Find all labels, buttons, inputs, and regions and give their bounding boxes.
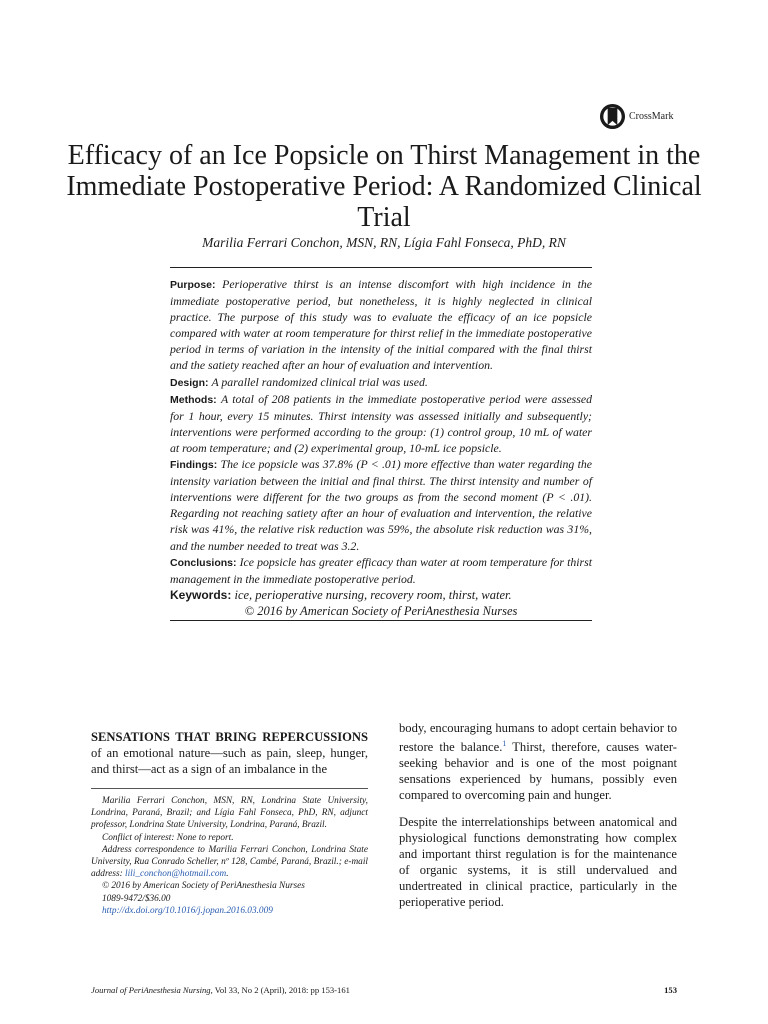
methods-text: A total of 208 patients in the immediate postoperative period were assessed for 1 hour, every 15 minutes. Thirst intensity was assessed initially and subsequently; interventions were performed according to the group: (1) control group, 10 mL of water at room temperature; and (2) experimental group, 10-mL ice popsicle. — [170, 391, 592, 455]
crossmark-icon — [599, 103, 626, 130]
author-footnotes — [91, 795, 368, 917]
design-label: Design: — [170, 376, 209, 389]
journal-citation: , Vol 33, No 2 (April), 2018: pp 153-161 — [210, 985, 350, 995]
keywords-text: ice, perioperative nursing, recovery room, thirst, water. — [234, 587, 512, 602]
paragraph-1-end: Thirst, therefore, causes water-seeking behavior and is one of the most poignant sensations experienced by humans, possibly even compared to overcoming pain and hunger. — [399, 740, 677, 803]
article-authors: Marilia Ferrari Conchon, MSN, RN, Lígia Fahl Fonseca, PhD, RN — [202, 235, 566, 250]
address-end: . — [226, 869, 229, 880]
footnote-address — [91, 844, 368, 881]
article-title: Efficacy of an Ice Popsicle on Thirst Management in the Immediate Postoperative Period: A Randomized Clinical Trial — [66, 140, 702, 233]
purpose-text: Perioperative thirst is an intense discomfort with high incidence in the immediate postoperative period, but nonetheless, it is highly neglected in clinical practice. The purpose of this study was to evaluate the efficacy of an ice popsicle compared with water at room temperature for thirst relief in the immediate postoperative period in terms of variation in the intensity of the initial compared with the final thirst and the satiety reached after an hour of evaluation and intervention. — [170, 277, 593, 373]
journal-name: Journal of PeriAnesthesia Nursing — [91, 985, 211, 995]
findings-text: The ice popsicle was 37.8% (P < .01) more effective than water regarding the intensity variation between the initial and final thirst. The thirst intensity and number of interventions were different for the two groups as from the second moment (P < .01). Regarding not reaching satiety after an hour of evaluation and intervention, the relative risk was 41%, the relative risk reduction was 59%, the absolute risk reduction was 31%, and the number needed to treat was 3.2. — [170, 457, 592, 553]
abstract-methods — [170, 391, 592, 456]
abstract-bottom-rule — [170, 620, 592, 621]
footnote-affiliation: Marilia Ferrari Conchon, MSN, RN, Londrina State University, Londrina, Paraná, Brazil; and Lígia Fahl Fonseca, PhD, RN, adjunct professor, Londrina State University, Londrina, Paraná, Brazil. — [91, 796, 368, 831]
findings-label: Findings: — [170, 459, 218, 472]
footnote-conflict: Conflict of interest: None to report. — [102, 832, 234, 843]
abstract-body — [170, 268, 592, 620]
body-column-left — [91, 729, 368, 917]
conclusions-label: Conclusions: — [170, 556, 237, 569]
abstract-conclusions — [170, 554, 592, 587]
abstract-findings — [170, 456, 592, 554]
lead-in-caps: SENSATIONS THAT BRING REPERCUSSIONS — [91, 730, 368, 744]
email-link[interactable]: lili_conchon@hotmail.com — [125, 869, 227, 880]
abstract-design — [170, 374, 592, 391]
opening-text: of an emotional nature—such as pain, sleep, hunger, and thirst—act as a sign of an imbalance in the — [91, 746, 368, 776]
doi-link[interactable]: http://dx.doi.org/10.1016/j.jopan.2016.03.009 — [102, 905, 273, 916]
footnote-issn: 1089-9472/$36.00 — [102, 893, 171, 904]
running-footer — [91, 985, 350, 995]
reference-1-link[interactable]: 1 — [502, 739, 507, 748]
crossmark-label: CrossMark — [629, 111, 674, 122]
body-paragraph-1 — [399, 720, 677, 803]
footnote-divider — [91, 788, 368, 789]
footnote-doi — [91, 905, 368, 917]
body-column-right — [399, 720, 677, 910]
methods-label: Methods: — [170, 393, 217, 406]
address-text: Address correspondence to Marilia Ferrari Conchon, Londrina State University, Rua Conrado Scheller, nº 128, Cambé, Paraná, Brazil.; e-mail address: — [91, 844, 368, 880]
crossmark-badge[interactable] — [599, 103, 673, 130]
body-paragraph-opening — [91, 729, 368, 777]
abstract-copyright: © 2016 by American Society of PeriAnesthesia Nurses — [244, 603, 518, 618]
design-text: A parallel randomized clinical trial was used. — [211, 374, 428, 389]
paragraph-1-start: body, encouraging humans to adopt certain behavior to restore the balance. — [399, 721, 677, 755]
footnote-copyright: © 2016 by American Society of PeriAnesthesia Nurses — [102, 881, 305, 892]
keywords-label: Keywords: — [170, 587, 232, 602]
purpose-label: Purpose: — [170, 279, 216, 291]
conclusions-text: Ice popsicle has greater efficacy than water at room temperature for thirst management in the immediate postoperative period. — [170, 554, 592, 586]
body-paragraph-2: Despite the interrelationships between anatomical and physiological functions demonstrating how complex and important thirst regulation is for the maintenance of organic systems, it is still undervalued and undertreated in clinical practice, particularly in the perioperative period. — [399, 815, 677, 910]
abstract-purpose — [170, 276, 592, 374]
abstract-keywords — [170, 587, 592, 603]
abstract-box — [170, 267, 592, 621]
page-number: 153 — [664, 985, 677, 995]
